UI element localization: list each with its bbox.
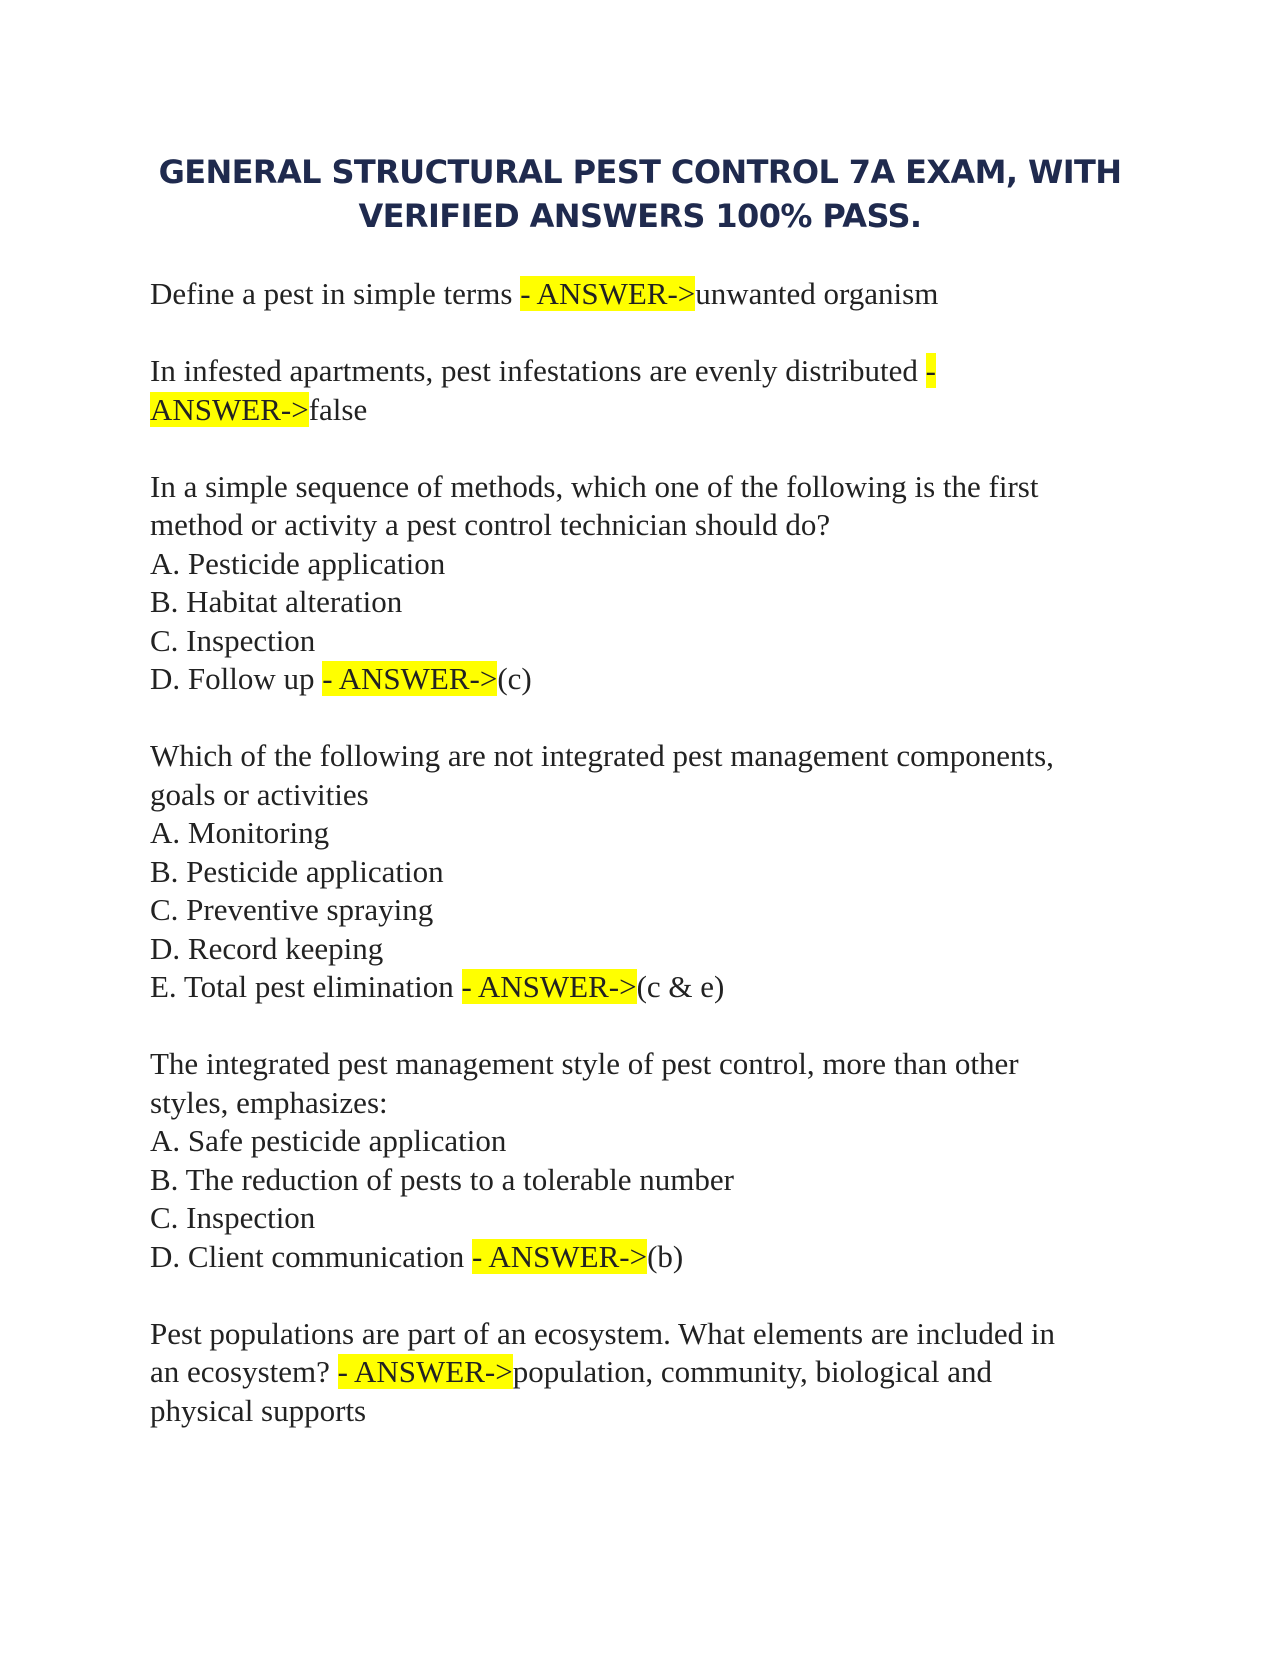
option-a: A. Pesticide application	[150, 545, 446, 581]
question-text: Which of the following are not integrated pest management components,	[150, 738, 1054, 773]
question-item	[150, 1045, 1150, 1276]
option-d-line	[150, 660, 1150, 699]
option-e-line	[150, 968, 1150, 1007]
question-text: goals or activities	[150, 776, 369, 812]
answer-text: (c)	[497, 661, 532, 696]
answer-marker: - ANSWER->	[461, 969, 637, 1004]
answer-marker: -	[925, 353, 936, 388]
question-item	[150, 275, 1150, 314]
title-line-1: GENERAL STRUCTURAL PEST CONTROL 7A EXAM, WITH	[158, 153, 1122, 191]
question-list	[150, 275, 1150, 1469]
answer-text: (c & e)	[636, 969, 725, 1004]
option-b: B. Habitat alteration	[150, 584, 403, 619]
option-b: B. Pesticide application	[150, 853, 444, 889]
option-c: C. Preventive spraying	[150, 892, 434, 927]
question-item	[150, 737, 1150, 1007]
question-line	[150, 352, 1150, 391]
question-text: Define a pest in simple terms	[150, 276, 521, 311]
option-c: C. Inspection	[150, 622, 316, 658]
title-line-2: VERIFIED ANSWERS 100% PASS.	[358, 197, 922, 235]
option-d-line	[150, 1238, 1150, 1277]
option-d: D. Follow up	[150, 661, 323, 696]
option-b: B. The reduction of pests to a tolerable number	[150, 1161, 734, 1197]
answer-marker: ANSWER->	[150, 391, 309, 427]
question-text: Pest populations are part of an ecosystem. What elements are included in	[150, 1315, 1056, 1351]
option-a: A. Monitoring	[150, 815, 330, 850]
question-text: styles, emphasizes:	[150, 1084, 388, 1120]
question-line	[150, 391, 1150, 430]
option-c: C. Inspection	[150, 1200, 316, 1235]
option-a: A. Safe pesticide application	[150, 1123, 507, 1158]
question-text: an ecosystem?	[150, 1354, 338, 1389]
option-e: E. Total pest elimination	[150, 969, 462, 1004]
answer-text: (b)	[647, 1238, 684, 1274]
question-line	[150, 1353, 1150, 1392]
option-d: D. Record keeping	[150, 930, 384, 966]
question-line	[150, 275, 1150, 314]
question-text: In a simple sequence of methods, which one of the following is the first	[150, 468, 1039, 504]
question-item	[150, 1315, 1150, 1431]
answer-text: population, community, biological and	[512, 1354, 992, 1389]
answer-text: false	[308, 391, 368, 427]
question-text: In infested apartments, pest infestations are evenly distributed	[150, 353, 926, 388]
question-item	[150, 468, 1150, 699]
answer-marker: - ANSWER->	[322, 661, 498, 696]
answer-marker: - ANSWER->	[472, 1238, 648, 1274]
question-item	[150, 352, 1150, 429]
document-title	[140, 150, 1140, 238]
question-text: The integrated pest management style of pest control, more than other	[150, 1046, 1019, 1081]
answer-text: physical supports	[150, 1392, 367, 1428]
answer-text: unwanted organism	[695, 276, 939, 311]
question-text: method or activity a pest control technician should do?	[150, 507, 831, 542]
answer-marker: - ANSWER->	[520, 276, 696, 311]
option-d: D. Client communication	[150, 1238, 473, 1274]
answer-marker: - ANSWER->	[337, 1354, 513, 1389]
